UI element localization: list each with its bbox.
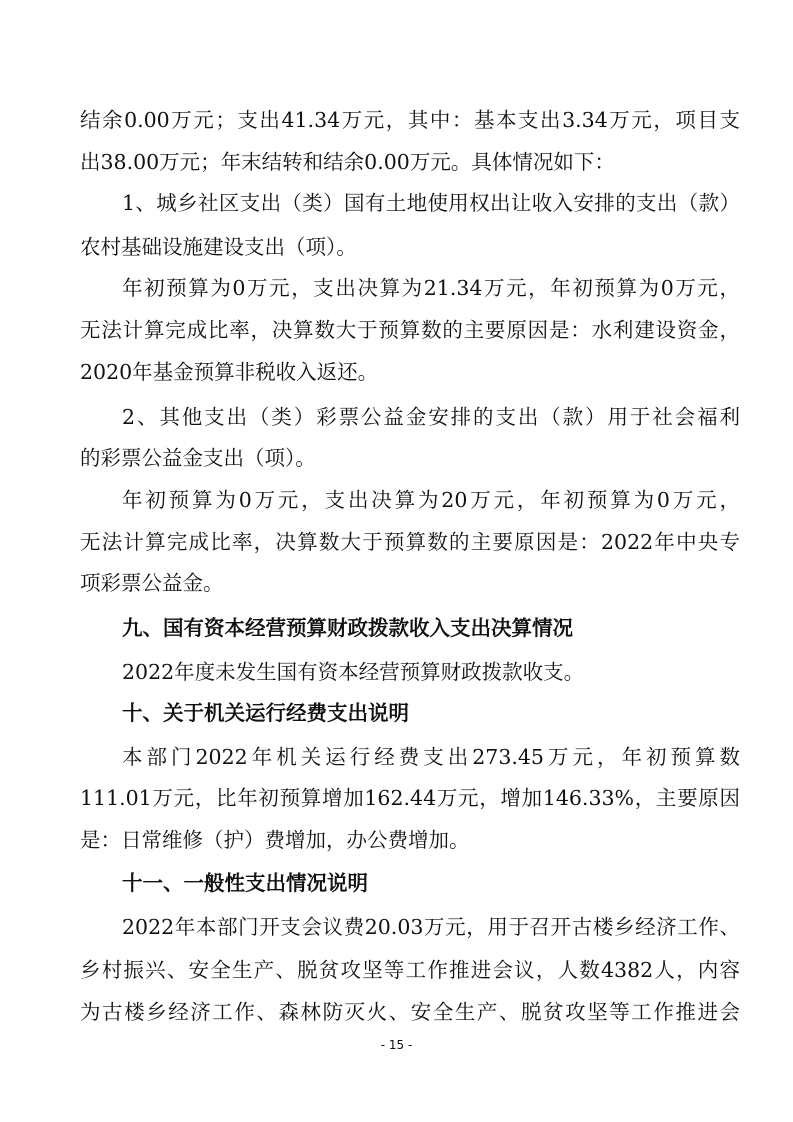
body-text-line: 的彩票公益金支出（项）。	[80, 446, 316, 470]
body-text-line: 2020年基金预算非税收入返还。	[80, 360, 379, 384]
body-text-line: 出38.00万元；年末结转和结余0.00万元。具体情况如下：	[80, 150, 615, 174]
body-text-line: 2022年本部门开支会议费20.03万元，用于召开古楼乡经济工作、	[122, 915, 740, 939]
body-text-line: 1、城乡社区支出（类）国有土地使用权出让收入安排的支出（款）	[122, 191, 740, 215]
body-text-line: 年初预算为0万元，支出决算为21.34万元，年初预算为0万元，	[122, 276, 740, 300]
body-text-line: 111.01万元，比年初预算增加162.44万元，增加146.33%，主要原因	[80, 786, 740, 810]
section-heading-10: 十、关于机关运行经费支出说明	[122, 701, 409, 725]
body-text-line: 结余0.00万元；支出41.34万元，其中：基本支出3.34万元，项目支	[80, 108, 740, 132]
body-text-line: 项彩票公益金。	[80, 571, 224, 595]
body-text-line: 无法计算完成比率，决算数大于预算数的主要原因是：2022年中央专	[80, 530, 740, 554]
section-heading-11: 十一、一般性支出情况说明	[122, 871, 368, 895]
body-text-line: 为古楼乡经济工作、森林防灭火、安全生产、脱贫攻坚等工作推进会	[80, 1000, 740, 1024]
body-text-line: 2、其他支出（类）彩票公益金安排的支出（款）用于社会福利	[122, 405, 740, 429]
body-text-line: 2022年度未发生国有资本经营预算财政拨款收支。	[122, 660, 585, 684]
body-text-line: 年初预算为0万元，支出决算为20万元，年初预算为0万元，	[122, 488, 740, 512]
section-heading-9: 九、国有资本经营预算财政拨款收入支出决算情况	[122, 616, 573, 640]
body-text-line: 是：日常维修（护）费增加，办公费增加。	[80, 828, 470, 852]
body-text-line: 无法计算完成比率，决算数大于预算数的主要原因是：水利建设资金，	[80, 318, 740, 342]
body-text-line: 乡村振兴、安全生产、脱贫攻坚等工作推进会议，人数4382人，内容	[80, 958, 740, 982]
body-text-line: 农村基础设施建设支出（项）。	[80, 235, 357, 259]
body-text-line: 本部门2022年机关运行经费支出273.45万元，年初预算数	[122, 745, 740, 769]
page-number: - 15 -	[380, 1038, 413, 1052]
